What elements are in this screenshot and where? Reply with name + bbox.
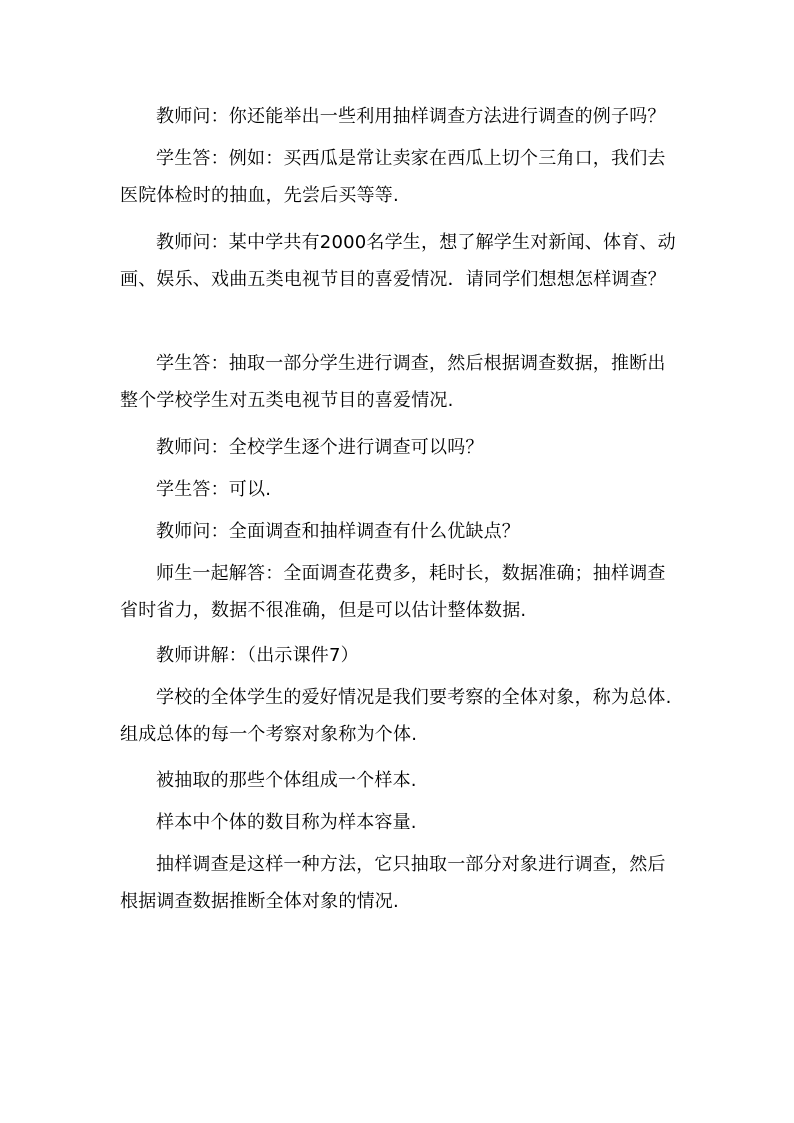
paragraph-sample-definition: 被抽取的那些个体组成一个样本. [156,770,417,791]
paragraph-sampling-survey-definition: 抽样调查是这样一种方法，它只抽取一部分对象进行调查，然后根据调查数据推断全体对象的情况. [120,854,666,912]
paragraph-sample-size-definition: 样本中个体的数目称为样本容量. [156,812,417,833]
paragraph-teacher-lecture: 教师讲解：（出示课件7） [156,645,359,666]
paragraph-teacher-question-all: 教师问：全校学生逐个进行调查可以吗？ [156,437,484,458]
paragraph-student-answer-yes: 学生答：可以. [156,479,272,500]
paragraph-teacher-question-survey: 教师问：某中学共有2000名学生，想了解学生对新闻、体育、动画、娱乐、戏曲五类电视节目的喜爱情况．请同学们想想怎样调查？ [120,232,676,290]
paragraph-student-answer-examples: 学生答：例如：买西瓜是常让卖家在西瓜上切个三角口，我们去医院体检时的抽血，先尝后买等等. [120,148,666,206]
paragraph-student-answer-survey: 学生答：抽取一部分学生进行调查，然后根据调查数据，推断出整个学校学生对五类电视节目的喜爱情况. [120,353,666,411]
paragraph-population-definition: 学校的全体学生的爱好情况是我们要考察的全体对象，称为总体.组成总体的每一个考察对象称为个体. [120,687,672,745]
paragraph-joint-answer: 师生一起解答：全面调查花费多，耗时长，数据准确；抽样调查省时省力，数据不很准确，但是可以估计整体数据. [120,563,666,621]
paragraph-teacher-question-pros-cons: 教师问：全面调查和抽样调查有什么优缺点？ [156,521,520,542]
paragraph-teacher-question-examples: 教师问：你还能举出一些利用抽样调查方法进行调查的例子吗？ [156,106,666,127]
